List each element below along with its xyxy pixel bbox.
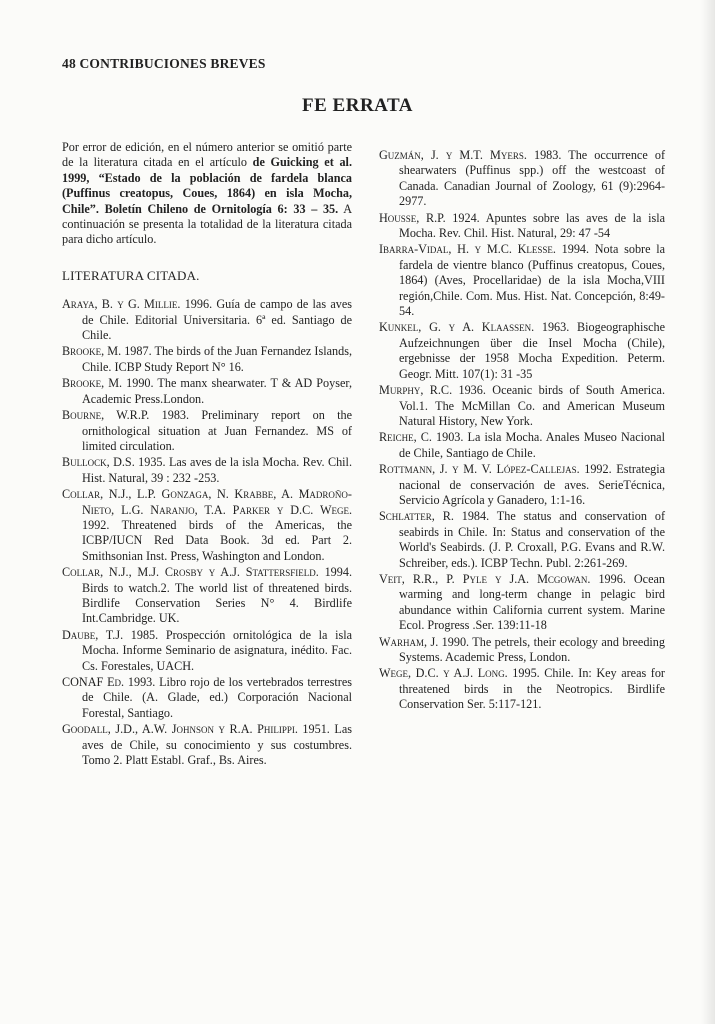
reference-text: 1963. Biogeographische Aufzeichnungen über die Insel Mocha (Chile), ergebnisse der 1958 Mocha Expedition. Peterm. Geogr. Mitt. 107(1): 31 -35 [399, 320, 665, 381]
reference-text: 1984. The status and conservation of seabirds in Chile. In: Status and conservation of the World's Seabirds. (J. P. Croxall, P.G. Evans and R.W. Schreiber, eds.). ICBP Techn. Publ. 2:261-269. [399, 509, 666, 570]
reference-entry [62, 675, 352, 721]
reference-text: 1924. Apuntes sobre las aves de la isla Mocha. Rev. Chil. Hist. Natural, 29: 47 -54 [399, 210, 665, 241]
intro-text-2: A continuación se presenta la totalidad de la literatura citada para dicho artículo. [62, 201, 352, 247]
section-heading: LITERATURA CITADA. [62, 267, 200, 283]
reference-text: 1992. Threatened birds of the Americas, the ICBP/IUCN Red Data Book. 3d ed. Part 2. Smithsonian Inst. Press, Washington and London. [82, 517, 352, 563]
reference-author: Collar, N.J., L.P. Gonzaga, N. Krabbe, A. Madroño-Nieto, L.G. Naranjo, T.A. Parker y D.C. Wege. [62, 487, 352, 517]
reference-author: Guzmán, J. y M.T. Myers. [379, 148, 527, 162]
reference-author: Ibarra-Vidal, H. y M.C. Klesse. [379, 242, 556, 257]
reference-entry [62, 376, 352, 407]
reference-text: 1983. The occurrence of shearwaters (Puffinus spp.) off the westcoast of Canada. Canadian Journal of Zoology, 61 (9):2964-2977. [399, 148, 665, 209]
reference-author: Wege, D.C. y A.J. Long. [379, 666, 508, 681]
page-title: FE ERRATA [302, 95, 413, 116]
reference-author: Daube, T.J. [62, 627, 124, 642]
reference-text: 1903. La isla Mocha. Anales Museo Nacional de Chile, Santiago de Chile. [399, 430, 665, 460]
reference-entry [62, 722, 352, 768]
reference-author: Collar, N.J., M.J. Crosby y A.J. Stattersfield. [62, 565, 319, 580]
reference-text: 1996. Ocean warming and long-term change in pelagic bird abundance within California current system. Marine Ecol. Progress .Ser. 139:11-18 [399, 571, 665, 633]
reference-entry [379, 572, 665, 634]
reference-text: 1951. Las aves de Chile, su conocimiento y sus costumbres. Tomo 2. Platt Establ. Graf., Bs. Aires. [82, 722, 352, 768]
reference-author: Murphy, R.C. [379, 383, 453, 398]
reference-author: Rottmann, J. y M. V. López-Callejas. [379, 462, 580, 477]
reference-entry [379, 211, 665, 242]
reference-text: 1996. Guía de campo de las aves de Chile. Editorial Universitaria. 6ª ed. Santiago de Chile. [82, 297, 352, 343]
reference-entry [379, 383, 665, 429]
reference-entry [62, 487, 352, 564]
reference-text: 1983. Preliminary report on the ornithological situation at Juan Fernandez. MS of limited circulation. [82, 408, 352, 453]
reference-text: 1993. Libro rojo de los vertebrados terrestres de Chile. (A. Glade, ed.) Corporación Nacional Forestal, Santiago. [82, 675, 352, 720]
reference-entry [379, 148, 665, 210]
reference-entry [62, 565, 352, 627]
reference-author: Bullock, D.S. [62, 455, 135, 470]
reference-text: 1936. Oceanic birds of South America. Vol.1. The McMillan Co. and American Museum Natural History, New York. [399, 383, 665, 428]
reference-entry [62, 297, 352, 343]
reference-author: Veit, R.R., P. Pyle y J.A. Mcgowan. [379, 571, 591, 586]
reference-entry [62, 408, 352, 454]
reference-entry [62, 344, 352, 375]
reference-entry [379, 509, 665, 571]
reference-entry [379, 430, 665, 461]
page-edge-shadow [701, 0, 715, 1024]
reference-text: 1994. Birds to watch.2. The world list of threatened birds. Birdlife Conservation Series N° 4. Birdlife Int.Cambridge. UK. [82, 565, 352, 626]
intro-text-1: Por error de edición, en el número anterior se omitió parte de la literatura citada en el artículo [62, 140, 352, 170]
reference-entry [379, 242, 665, 319]
left-reference-list [62, 297, 352, 768]
reference-author: Reiche, C. [379, 430, 432, 445]
intro-citation: de Guicking et al. 1999, “Estado de la población de fardela blanca (Puffinus creatopus, Coues, 1864) en isla Mocha, Chile”. Boletín Chileno de Ornitología 6: 33 – 35. [62, 155, 352, 216]
reference-entry [379, 320, 665, 382]
reference-author: Warham, J. [379, 634, 439, 649]
right-reference-list [379, 148, 665, 713]
reference-author: Goodall, J.D., A.W. Johnson y R.A. Philippi. [62, 722, 298, 737]
reference-text: 1990. The manx shearwater. T & AD Poyser, Academic Press.London. [82, 376, 352, 406]
left-column [62, 140, 352, 769]
reference-author: Brooke, M. [62, 376, 123, 391]
reference-author: Bourne, W.R.P. [62, 408, 150, 423]
reference-author: Brooke, M. [62, 344, 122, 359]
reference-text: 1992. Estrategia nacional de conservación de aves. SerieTécnica, Servicio Agrícola y Ganadero, 1:1-16. [399, 462, 665, 507]
reference-entry [379, 635, 665, 666]
reference-entry [62, 628, 352, 674]
reference-text: 1995. Chile. In: Key areas for threatened birds in the Neotropics. Birdlife Conservation Ser. 5:117-121. [399, 666, 665, 712]
reference-text: 1990. The petrels, their ecology and breeding Systems. Academic Press, London. [399, 634, 665, 664]
reference-author: Kunkel, G. y A. Klaassen. [379, 320, 535, 335]
running-head: 48 CONTRIBUCIONES BREVES [62, 56, 266, 71]
reference-text: 1994. Nota sobre la fardela de vientre blanco (Puffinus creatopus, Coues, 1864) (Aves, Procellaridae) de la isla Mocha,VIII región,Chile. Com. Mus. Hist. Nat. Concepción, 8:49-54. [399, 242, 665, 319]
reference-author: CONAF Ed. [62, 675, 125, 689]
reference-entry [62, 455, 352, 486]
right-column [379, 148, 665, 714]
reference-text: 1987. The birds of the Juan Fernandez Islands, Chile. ICBP Study Report N° 16. [82, 344, 352, 374]
reference-text: 1985. Prospección ornitológica de la isla Mocha. Informe Seminario de asignatura, inédito. Fac. Cs. Forestales, UACH. [82, 627, 352, 673]
intro-paragraph [62, 140, 352, 248]
reference-author: Schlatter, R. [379, 509, 454, 524]
reference-author: Araya, B. y G. Millie. [62, 297, 181, 312]
reference-entry [379, 666, 665, 712]
reference-text: 1935. Las aves de la isla Mocha. Rev. Chil. Hist. Natural, 39 : 232 -253. [82, 455, 352, 485]
reference-entry [379, 462, 665, 508]
reference-author: Housse, R.P. [379, 210, 446, 225]
